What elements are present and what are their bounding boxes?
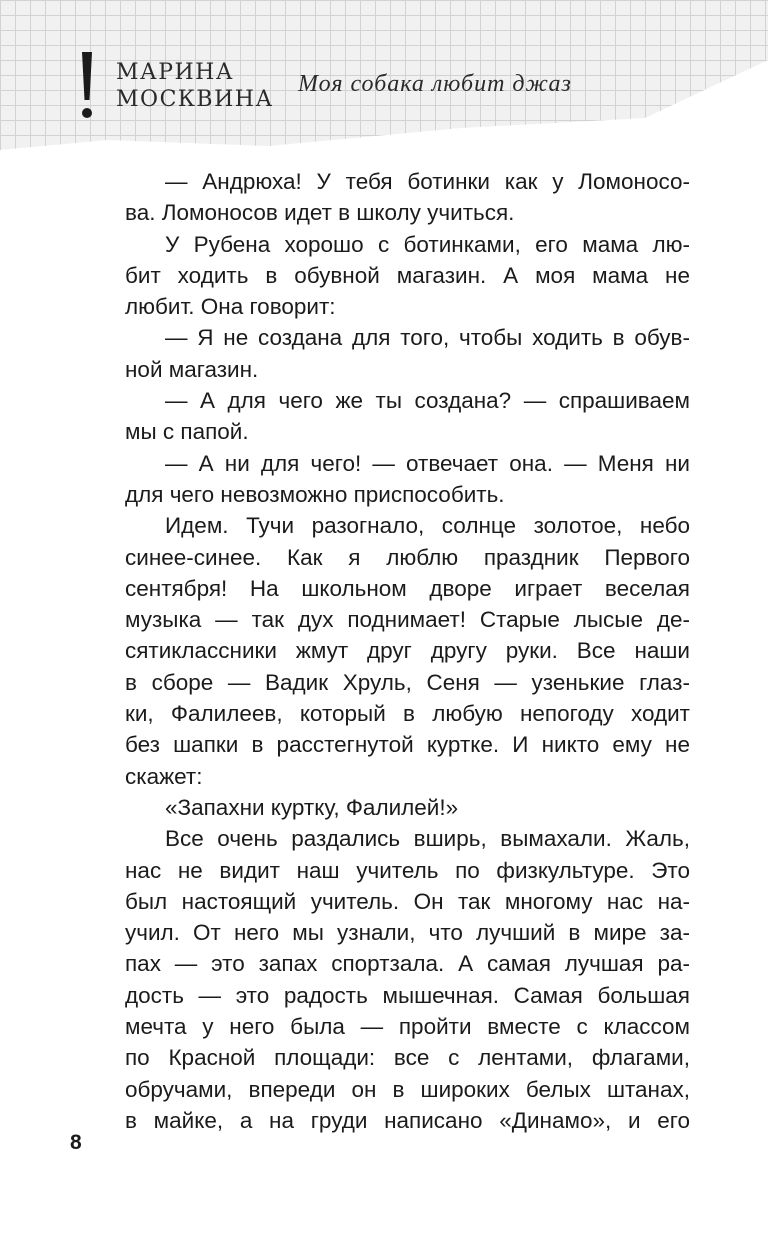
text-line: Идем. Тучи разогнало, солнце золотое, небо [165,513,690,539]
text-line: нас не видит наш учитель по физкультуре. Это [125,857,690,883]
text-line: для чего невозможно приспособить. [125,481,505,507]
text-line: Все очень раздались вширь, вымахали. Жаль, [165,826,690,852]
author-first-name: МАРИНА [116,60,235,85]
text-line: без шапки в расстегнутой куртке. И никто ему не [125,732,690,758]
text-line: сентября! На школьном дворе играет веселая [125,575,690,601]
text-line: музыка — так дух поднимает! Старые лысые де- [125,607,690,633]
text-line: был настоящий учитель. Он так многому нас на- [125,888,690,914]
text-line: любит. Она говорит: [125,294,336,320]
text-line: ва. Ломоносов идет в школу учиться. [125,200,515,226]
text-line: скажет: [125,763,203,789]
text-line: учил. От него мы узнали, что лучший в мире за- [125,920,690,946]
text-line: бит ходить в обувной магазин. А моя мама не [125,262,690,288]
text-line: — А ни для чего! — отвечает она. — Меня ни [165,450,690,476]
text-line: по Красной площади: все с лентами, флагами, [125,1045,690,1071]
text-line: мы с папой. [125,419,249,445]
text-line: «Запахни куртку, Фалилей!» [165,794,459,820]
book-title: Моя собака любит джаз [298,71,572,97]
text-line: — А для чего же ты создана? — спрашиваем [165,388,690,414]
text-line: дость — это радость мышечная. Самая большая [125,982,690,1008]
text-line: обручами, впереди он в широких белых штанах, [125,1076,690,1102]
text-line: — Андрюха! У тебя ботинки как у Ломоносо- [165,169,690,194]
text-line: в майке, а на груди написано «Динамо», и его [125,1107,690,1133]
author-last-name: МОСКВИНА [116,87,274,112]
text-line: мечта у него была — пройти вместе с классом [125,1014,690,1040]
text-line: — Я не создана для того, чтобы ходить в обув- [165,325,690,351]
text-line: ки, Фалилеев, который в любую непогоду ходит [125,701,690,727]
text-line: сятиклассники жмут друг другу руки. Все наши [125,638,690,664]
text-line: пах — это запах спортзала. А самая лучшая ра- [125,951,690,977]
text-line: синее-синее. Как я люблю праздник Первого [125,544,690,570]
exclamation-mark-icon [79,50,95,122]
text-line: в сборе — Вадик Хруль, Сеня — узенькие глаз- [125,669,690,695]
page-number: 8 [70,1131,82,1154]
text-line: ной магазин. [125,356,259,382]
text-line: У Рубена хорошо с ботинками, его мама лю- [165,231,690,257]
author-name [116,59,274,113]
body-text [125,166,690,1136]
